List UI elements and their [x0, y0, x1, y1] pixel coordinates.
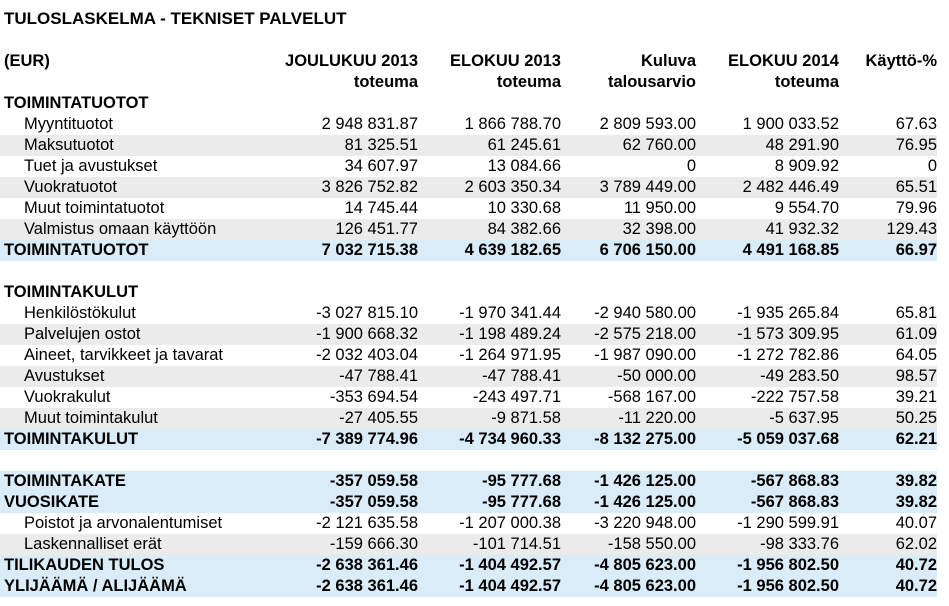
row-label: Muut toimintakulut [0, 408, 248, 429]
row-label: Palvelujen ostot [0, 324, 248, 345]
cell-value: 9 554.70 [774, 199, 839, 217]
cell-value: -1 264 971.95 [459, 346, 561, 364]
cell-value: 129.43 [839, 219, 937, 240]
cell-value: 3 826 752.82 [248, 177, 418, 198]
cell-value: -2 638 361.46 [248, 555, 418, 576]
row-label: Myyntituotot [24, 115, 113, 133]
cell-value: -1 970 341.44 [459, 304, 561, 322]
cell-value: -1 956 802.50 [696, 576, 839, 597]
cell-value: 81 325.51 [248, 135, 418, 156]
cell-value: -1 426 125.00 [561, 492, 696, 513]
cell-value: 64.05 [895, 346, 937, 364]
column-header-line1: JOULUKUU 2013 [285, 52, 418, 70]
section-header-income [0, 93, 937, 114]
cell-value: 66.97 [839, 240, 937, 261]
cell-value: -567 868.83 [696, 471, 839, 492]
row-label: Avustukset [0, 366, 248, 387]
cell-value: 1 866 788.70 [464, 115, 561, 133]
cell-value: -95 777.68 [418, 471, 561, 492]
cell-value: 1 900 033.52 [742, 115, 839, 133]
cell-value: -5 637.95 [696, 408, 839, 429]
cell-value: -8 132 275.00 [561, 429, 696, 450]
cell-value: -357 059.58 [248, 471, 418, 492]
cell-value: -1 404 492.57 [418, 555, 561, 576]
cell-value: 40.72 [839, 576, 937, 597]
cell-value: 7 032 715.38 [248, 240, 418, 261]
cell-value: 4 491 168.85 [696, 240, 839, 261]
cell-value: 6 706 150.00 [561, 240, 696, 261]
column-header-joulukuu-2013 [248, 51, 418, 93]
cell-value: 62.02 [839, 534, 937, 555]
cell-value: -9 871.58 [418, 408, 561, 429]
cell-value: -1 290 599.91 [737, 514, 839, 532]
row-label: Vuokrakulut [24, 388, 111, 406]
column-header-kaytto [839, 51, 937, 93]
spacer-row [0, 450, 937, 471]
cell-value: -568 167.00 [607, 388, 696, 406]
cell-value: -159 666.30 [248, 534, 418, 555]
row-label: TILIKAUDEN TULOS [0, 555, 248, 576]
header-row [0, 51, 937, 93]
table-row [0, 156, 937, 177]
cell-value: -27 405.55 [248, 408, 418, 429]
total-row-income [0, 240, 937, 261]
cell-value: -1 956 802.50 [696, 555, 839, 576]
row-label: Laskennalliset erät [0, 534, 248, 555]
row-label: TOIMINTAKULUT [0, 429, 248, 450]
table-row [0, 135, 937, 156]
cell-value: 0 [686, 157, 696, 175]
cell-value: -2 575 218.00 [561, 324, 696, 345]
cell-value: 41 932.32 [696, 219, 839, 240]
table-row [0, 513, 937, 534]
cell-value: -4 805 623.00 [561, 555, 696, 576]
cell-value: -158 550.00 [561, 534, 696, 555]
row-label: Maksutuotot [0, 135, 248, 156]
cell-value: -5 059 037.68 [696, 429, 839, 450]
cell-value: -243 497.71 [472, 388, 561, 406]
table-row [0, 114, 937, 135]
section-header-expenses [0, 282, 937, 303]
cell-value: -7 389 774.96 [248, 429, 418, 450]
cell-value: -3 220 948.00 [594, 514, 696, 532]
total-row-toimintakate [0, 471, 937, 492]
cell-value: -4 734 960.33 [418, 429, 561, 450]
row-label: Henkilöstökulut [24, 304, 136, 322]
table-row [0, 303, 937, 324]
cell-value: 4 639 182.65 [418, 240, 561, 261]
table-row [0, 534, 937, 555]
cell-value: -50 000.00 [561, 366, 696, 387]
cell-value: -1 935 265.84 [737, 304, 839, 322]
cell-value: -353 694.54 [329, 388, 418, 406]
cell-value: 65.81 [895, 304, 937, 322]
table-row [0, 366, 937, 387]
cell-value: 39.82 [839, 492, 937, 513]
column-header-line2: toteuma [353, 73, 418, 91]
row-label: Vuokratuotot [0, 177, 248, 198]
unit-label: (EUR) [4, 52, 50, 70]
cell-value: 76.95 [839, 135, 937, 156]
row-label: TOIMINTATUOTOT [0, 240, 248, 261]
cell-value: -2 032 403.04 [316, 346, 418, 364]
cell-value: 10 330.68 [487, 199, 561, 217]
cell-value: 13 084.66 [487, 157, 561, 175]
column-header-line2: toteuma [496, 73, 561, 91]
column-header-line1: Kuluva [640, 52, 696, 70]
cell-value: 65.51 [839, 177, 937, 198]
cell-value: 61.09 [839, 324, 937, 345]
row-label: Tuet ja avustukset [24, 157, 158, 175]
cell-value: 2 948 831.87 [321, 115, 418, 133]
cell-value: -1 404 492.57 [418, 576, 561, 597]
cell-value: 2 603 350.34 [418, 177, 561, 198]
cell-value: 98.57 [839, 366, 937, 387]
cell-value: 14 745.44 [344, 199, 418, 217]
cell-value: 50.25 [839, 408, 937, 429]
cell-value: 0 [927, 157, 937, 175]
cell-value: 62.21 [839, 429, 937, 450]
total-row-ylijaama [0, 576, 937, 597]
cell-value: 39.21 [895, 388, 937, 406]
table-row [0, 177, 937, 198]
spacer-row [0, 261, 937, 282]
table-row [0, 198, 937, 219]
cell-value: -98 333.76 [696, 534, 839, 555]
cell-value: 61 245.61 [418, 135, 561, 156]
cell-value: -1 272 782.86 [737, 346, 839, 364]
cell-value: -1 198 489.24 [418, 324, 561, 345]
income-statement-table [0, 51, 937, 597]
cell-value: 48 291.90 [696, 135, 839, 156]
cell-value: -2 121 635.58 [316, 514, 418, 532]
cell-value: 62 760.00 [561, 135, 696, 156]
section-label: TOIMINTAKULUT [4, 283, 139, 301]
cell-value: 32 398.00 [561, 219, 696, 240]
cell-value: 34 607.97 [344, 157, 418, 175]
cell-value: 2 482 446.49 [696, 177, 839, 198]
cell-value: 126 451.77 [248, 219, 418, 240]
cell-value: -49 283.50 [696, 366, 839, 387]
cell-value: 40.72 [839, 555, 937, 576]
report-title: TULOSLASKELMA - TEKNISET PALVELUT [4, 9, 347, 28]
column-header-line1: ELOKUU 2013 [450, 52, 561, 70]
cell-value: -1 573 309.95 [696, 324, 839, 345]
row-label: Poistot ja arvonalentumiset [24, 514, 223, 532]
cell-value: -222 757.58 [750, 388, 839, 406]
cell-value: 39.82 [839, 471, 937, 492]
cell-value: -47 788.41 [418, 366, 561, 387]
table-row [0, 408, 937, 429]
total-row-expenses [0, 429, 937, 450]
cell-value: 84 382.66 [418, 219, 561, 240]
row-label: YLIJÄÄMÄ / ALIJÄÄMÄ [0, 576, 248, 597]
table-row [0, 324, 937, 345]
cell-value: -2 638 361.46 [248, 576, 418, 597]
column-header-elokuu-2013 [418, 51, 561, 93]
cell-value: -1 900 668.32 [248, 324, 418, 345]
column-header-line2: toteuma [774, 73, 839, 91]
cell-value: 3 789 449.00 [561, 177, 696, 198]
section-label: TOIMINTATUOTOT [4, 94, 149, 112]
cell-value: 67.63 [895, 115, 937, 133]
cell-value: -47 788.41 [248, 366, 418, 387]
cell-value: 2 809 593.00 [599, 115, 696, 133]
column-header-line1: Käyttö-% [865, 52, 937, 70]
column-header-talousarvio [561, 51, 696, 93]
cell-value: -1 987 090.00 [594, 346, 696, 364]
total-row-tilikauden-tulos [0, 555, 937, 576]
cell-value: -3 027 815.10 [316, 304, 418, 322]
table-row [0, 219, 937, 240]
cell-value: -567 868.83 [696, 492, 839, 513]
cell-value: 40.07 [895, 514, 937, 532]
total-row-vuosikate [0, 492, 937, 513]
cell-value: -4 805 623.00 [561, 576, 696, 597]
table-row [0, 345, 937, 366]
row-label: TOIMINTAKATE [0, 471, 248, 492]
column-header-elokuu-2014 [696, 51, 839, 93]
column-header-line2: talousarvio [607, 73, 696, 91]
cell-value: -357 059.58 [248, 492, 418, 513]
column-header-line1: ELOKUU 2014 [728, 52, 839, 70]
cell-value: 8 909.92 [774, 157, 839, 175]
cell-value: 11 950.00 [623, 199, 696, 217]
cell-value: 79.96 [895, 199, 937, 217]
cell-value: -101 714.51 [418, 534, 561, 555]
cell-value: -95 777.68 [418, 492, 561, 513]
cell-value: -11 220.00 [561, 408, 696, 429]
cell-value: -1 207 000.38 [459, 514, 561, 532]
row-label: Valmistus omaan käyttöön [0, 219, 248, 240]
row-label: Muut toimintatuotot [24, 199, 165, 217]
row-label: Aineet, tarvikkeet ja tavarat [24, 346, 224, 364]
row-label: VUOSIKATE [0, 492, 248, 513]
table-row [0, 387, 937, 408]
cell-value: -2 940 580.00 [594, 304, 696, 322]
cell-value: -1 426 125.00 [561, 471, 696, 492]
